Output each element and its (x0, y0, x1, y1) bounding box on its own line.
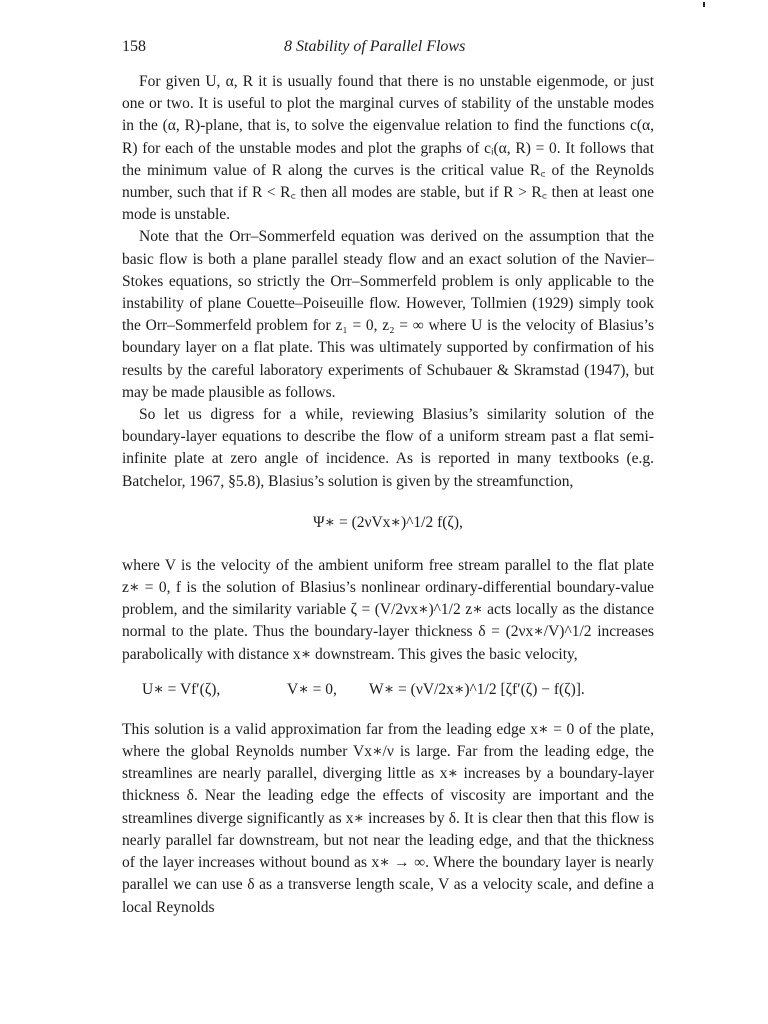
paragraph-blasius: So let us digress for a while, reviewing Blasius’s similarity solution of the boundary-layer equations to describe the flow of a uniform stream past a flat semi-infinite plate at zero angle of incidence. As is reported in many textbooks (e.g. Batchelor, 1967, §5.8), Blasius’s solution is given by the streamfunction, (122, 406, 654, 490)
paragraph-marginal-stability: For given U, α, R it is usually found that there is no unstable eigenmode, or just one or two. It is useful to plot the marginal curves of stability of the unstable modes in the (α, R)-plane, that is, to solve the eigenvalue relation to find the functions c(α, R) for each of the unstable modes and plot the graphs of cᵢ(α, R) = 0. It follows that the minimum value of R along the curves is the critical value R꜀ of the Reynolds number, such that if R < R꜀ then all modes are stable, but if R > R꜀ then at least one mode is unstable. (122, 73, 654, 224)
page-header (122, 38, 654, 64)
book-page (122, 38, 654, 919)
equation-u-component: U∗ = Vf′(ζ), (142, 680, 221, 698)
paragraph-orr-sommerfeld: Note that the Orr–Sommerfeld equation was derived on the assumption that the basic flow is both a plane parallel steady flow and an exact solution of the Navier–Stokes equations, so strictly the Orr–Sommerfeld problem is only applicable to the instability of plane Couette–Poiseuille flow. However, Tollmien (1929) simply took the Orr–Sommerfeld problem for z₁ = 0, z₂ = ∞ where U is the velocity of Blasius’s boundary layer on a flat plate. This was ultimately supported by confirmation of his results by the careful laboratory experiments of Schubauer & Skramstad (1947), but may be made plausible as follows. (122, 228, 654, 401)
page-number: 158 (122, 38, 146, 55)
equation-w-component: W∗ = (νV/2x∗)^1/2 [ζf′(ζ) − f(ζ)]. (369, 680, 585, 698)
running-head: 8 Stability of Parallel Flows (284, 38, 466, 55)
paragraph-leading-edge: This solution is a valid approximation far from the leading edge x∗ = 0 of the plate, where the global Reynolds number Vx∗/ν is large. Far from the leading edge, the streamlines are nearly parallel, diverging little as x∗ increases by a boundary-layer thickness δ. Near the leading edge the effects of viscosity are important and the streamlines diverge significantly as x∗ increases by δ. It is clear then that this flow is nearly parallel far downstream, but not near the leading edge, and that the thickness of the layer increases without bound as x∗ → ∞. Where the boundary layer is nearly parallel we can use δ as a transverse length scale, V as a velocity scale, and define a local Reynolds (122, 720, 654, 916)
equation-v-component: V∗ = 0, (287, 680, 337, 698)
equation-streamfunction: Ψ∗ = (2νVx∗)^1/2 f(ζ), (313, 513, 463, 531)
equation-basic-velocity (122, 679, 654, 701)
paragraph-free-stream: where V is the velocity of the ambient uniform free stream parallel to the flat plate z∗ = 0, f is the solution of Blasius’s nonlinear ordinary-differential boundary-value problem, and the similarity variable ζ = (V/2νx∗)^1/2 z∗ acts locally as the distance normal to the plate. Thus the boundary-layer thickness δ = (2νx∗/V)^1/2 increases parabolically with distance x∗ downstream. This gives the basic velocity, (122, 556, 654, 663)
corner-mark (703, 2, 705, 7)
